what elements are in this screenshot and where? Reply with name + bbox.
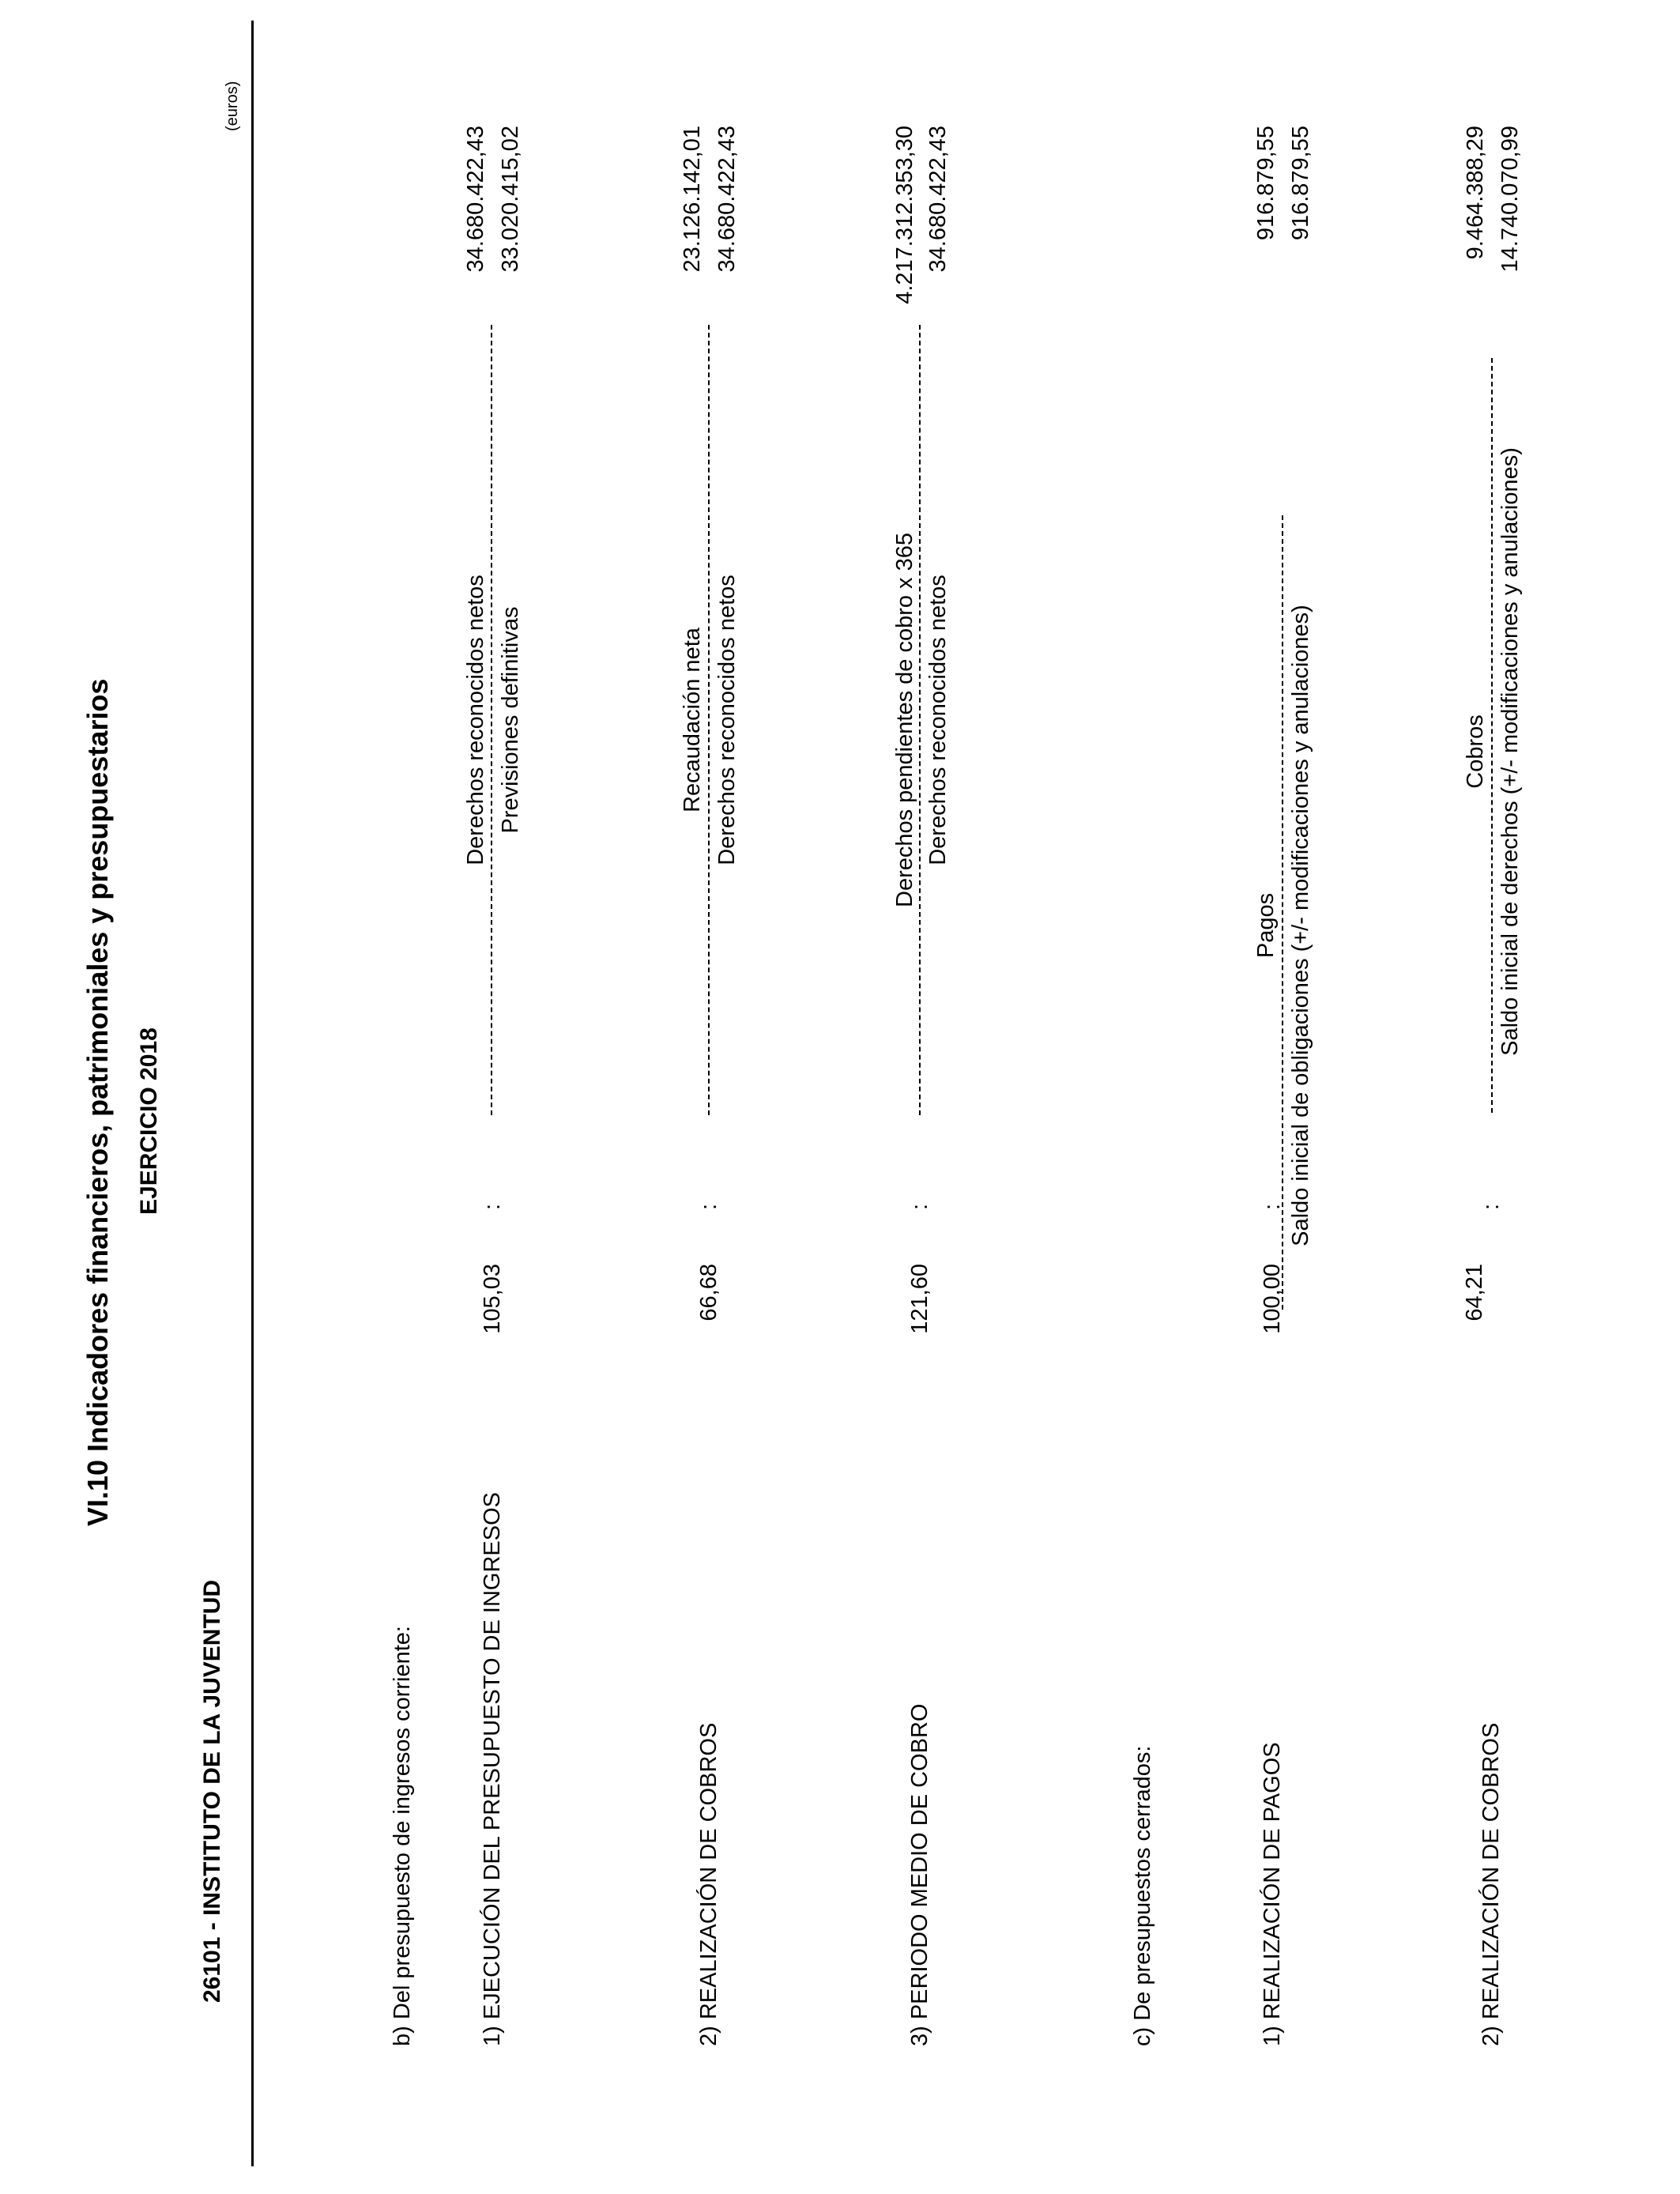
indicator-label: 1) REALIZACIÓN DE PAGOS	[1260, 1742, 1285, 2046]
numerator-label: Cobros	[1463, 714, 1488, 789]
fraction-line	[919, 325, 921, 1115]
denominator-amount: 14.740.070,99	[1497, 126, 1523, 273]
units-label: (euros)	[224, 81, 241, 131]
denominator-amount: 34.680.422,43	[714, 126, 740, 273]
numerator-amount: 34.680.422,43	[463, 126, 488, 273]
indicator-value: 64,21	[1462, 1264, 1487, 1321]
indicator-label: 2) REALIZACIÓN DE COBROS	[1478, 1722, 1504, 2046]
numerator-label: Derechos pendientes de cobro x 365	[892, 533, 917, 907]
header-rule	[251, 21, 254, 2166]
colon: :	[1260, 1203, 1285, 1210]
denominator-label: Previsiones definitivas	[498, 606, 523, 834]
section-b-heading: b) Del presupuesto de ingresos corriente:	[390, 1626, 415, 2046]
indicator-label: 1) EJECUCIÓN DEL PRESUPUESTO DE INGRESOS	[480, 1492, 505, 2046]
indicator-value: 66,68	[696, 1264, 721, 1321]
numerator-label: Recaudación neta	[680, 628, 705, 812]
numerator-amount: 23.126.142,01	[680, 126, 705, 273]
colon: :	[696, 1203, 721, 1210]
denominator-label: Derechos reconocidos netos	[925, 575, 951, 865]
denominator-amount: 916.879,55	[1288, 126, 1313, 241]
denominator-amount: 33.020.415,02	[498, 126, 523, 273]
indicator-value: 121,60	[907, 1264, 932, 1334]
denominator-label: Saldo inicial de obligaciones (+/- modificaciones y anulaciones)	[1288, 605, 1313, 1246]
numerator-amount: 4.217.312.353,30	[892, 126, 917, 304]
fraction-line	[708, 325, 710, 1115]
denominator-label: Saldo inicial de derechos (+/- modificaciones y anulaciones)	[1497, 447, 1523, 1056]
fraction-line	[1282, 515, 1283, 1310]
fraction-line	[1491, 358, 1493, 1113]
colon: :	[907, 1203, 932, 1210]
numerator-amount: 916.879,55	[1253, 126, 1279, 241]
colon: :	[1478, 1203, 1504, 1210]
section-c-heading: c) De presupuestos cerrados:	[1130, 1745, 1155, 2046]
indicator-value: 100,00	[1260, 1264, 1285, 1334]
colon: :	[480, 1203, 505, 1210]
indicator-label: 2) REALIZACIÓN DE COBROS	[696, 1722, 721, 2046]
page-title: VI.10 Indicadores financieros, patrimoniales y presupuestarios	[81, 678, 114, 1526]
fraction-line	[491, 325, 492, 1115]
entity-name: 26101 - INSTITUTO DE LA JUVENTUD	[199, 1579, 225, 2003]
denominator-amount: 34.680.422,43	[925, 126, 951, 273]
numerator-label: Derechos reconocidos netos	[463, 575, 488, 865]
indicator-value: 105,03	[480, 1264, 505, 1334]
numerator-label: Pagos	[1253, 892, 1279, 959]
numerator-amount: 9.464.388,29	[1463, 126, 1488, 260]
denominator-label: Derechos reconocidos netos	[714, 575, 740, 865]
page-subtitle: EJERCICIO 2018	[136, 1027, 162, 1215]
indicator-label: 3) PERIODO MEDIO DE COBRO	[907, 1703, 932, 2046]
